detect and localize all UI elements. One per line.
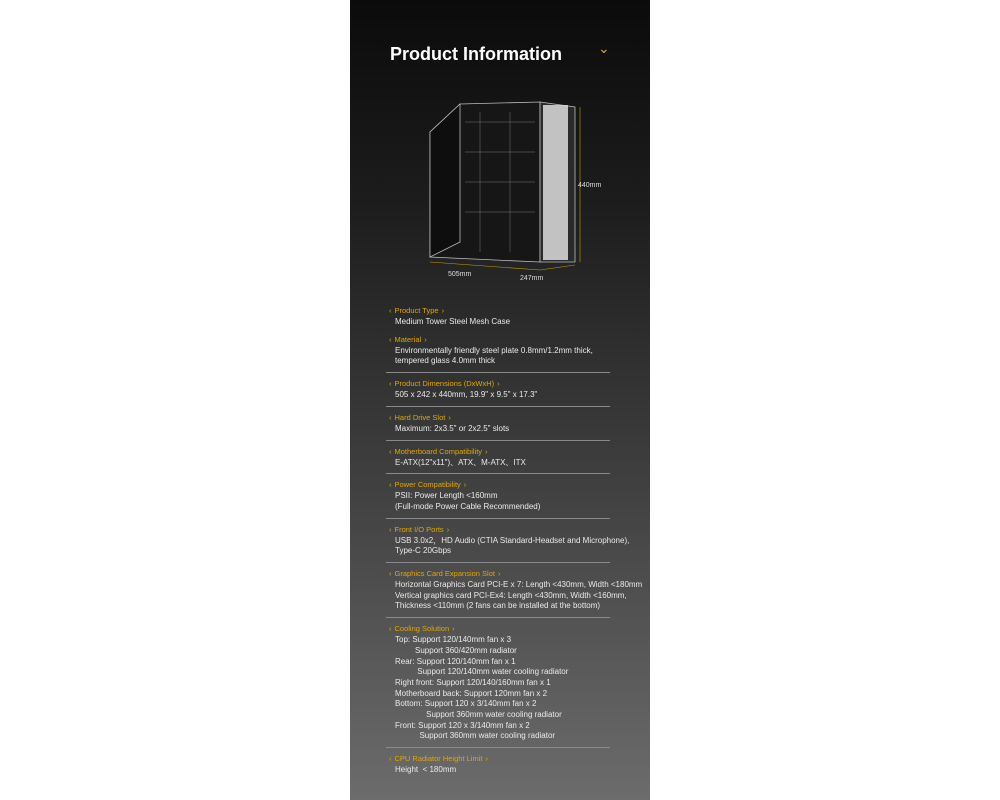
chevron-left-icon: ‹ bbox=[389, 379, 392, 389]
spec-item bbox=[386, 562, 643, 617]
spec-value: Top: Support 120/140mm fan x 3 Support 360/420mm radiator Rear: Support 120/140mm fan x 1 Support 120/140mm water cooling radiator Right front: Support 120/140/160mm fan x 1 Motherboard back: Support 120mm fan x 2 Bottom: Support 120 x 3/140mm fan x 2 Support 360mm water cooling radiator Front: Support 120 x 3/140mm fan x 2 Support 360mm water cooling radiator bbox=[395, 635, 569, 741]
spec-label-text: Product Type bbox=[394, 306, 439, 315]
spec-item bbox=[386, 473, 610, 517]
chevron-right-icon: › bbox=[463, 480, 467, 490]
spec-label bbox=[386, 334, 610, 346]
chevron-left-icon: ‹ bbox=[389, 412, 392, 422]
spec-list bbox=[386, 304, 643, 781]
spec-value: 505 x 242 x 440mm, 19.9" x 9.5" x 17.3" bbox=[395, 390, 538, 400]
spec-label-text: Material bbox=[394, 334, 422, 344]
pc-case-image bbox=[410, 92, 610, 287]
spec-label bbox=[386, 378, 610, 390]
chevron-left-icon: ‹ bbox=[389, 524, 392, 534]
chevron-right-icon: › bbox=[497, 569, 501, 579]
height-label: 440mm bbox=[578, 182, 602, 189]
spec-item bbox=[386, 406, 610, 440]
spec-item bbox=[386, 617, 610, 747]
spec-label bbox=[386, 568, 610, 580]
spec-value: PSII: Power Length <160mm (Full-mode Power Cable Recommended) bbox=[395, 491, 541, 511]
length-label: 505mm bbox=[448, 271, 472, 278]
spec-value: E-ATX(12"x11")、ATX、M-ATX、ITX bbox=[395, 457, 526, 467]
spec-value: Height < 180mm bbox=[395, 765, 457, 775]
spec-label bbox=[386, 305, 610, 317]
product-info-panel bbox=[350, 0, 650, 800]
spec-label-text: CPU Radiator Height Limit bbox=[394, 754, 483, 764]
spec-item bbox=[386, 372, 610, 406]
spec-label bbox=[386, 623, 610, 635]
chevron-right-icon: › bbox=[448, 412, 451, 422]
chevron-right-icon: › bbox=[452, 624, 455, 634]
spec-label bbox=[386, 753, 610, 765]
spec-value: Horizontal Graphics Card PCI-E x 7: Length <430mm, Width <180mm Vertical graphics card PCI-Ex4: Length <430mm, Width <160mm, Thickness <110mm (2 fans can be installed at the bottom) bbox=[395, 580, 643, 611]
spec-item bbox=[386, 304, 610, 333]
chevron-right-icon: › bbox=[485, 754, 488, 764]
chevron-left-icon: ‹ bbox=[389, 480, 392, 490]
chevron-right-icon: › bbox=[446, 524, 450, 534]
spec-value: Environmentally friendly steel plate 0.8mm/1.2mm thick, tempered glass 4.0mm thick bbox=[395, 345, 593, 366]
spec-label bbox=[386, 412, 610, 424]
chevron-left-icon: ‹ bbox=[389, 754, 392, 764]
spec-label-text: Power Compatibility bbox=[394, 480, 461, 490]
spec-value: USB 3.0x2，HD Audio (CTIA Standard-Headset and Microphone), Type-C 20Gbps bbox=[395, 535, 630, 556]
page-title: Product Information bbox=[390, 44, 562, 64]
chevron-left-icon: ‹ bbox=[389, 306, 392, 315]
spec-label-text: Front I/O Ports bbox=[394, 524, 444, 534]
spec-label-text: Hard Drive Slot bbox=[394, 412, 446, 422]
chevron-right-icon: › bbox=[497, 379, 500, 389]
chevron-down-icon[interactable]: ⌄ bbox=[598, 40, 610, 56]
chevron-left-icon: ‹ bbox=[389, 334, 392, 344]
spec-label bbox=[386, 479, 610, 491]
width-label: 247mm bbox=[520, 275, 544, 282]
chevron-right-icon: › bbox=[424, 334, 427, 344]
spec-item bbox=[386, 333, 610, 372]
spec-label-text: Motherboard Compatibility bbox=[394, 446, 483, 456]
spec-item bbox=[386, 440, 610, 474]
chevron-left-icon: ‹ bbox=[389, 569, 392, 579]
spec-label-text: Graphics Card Expansion Slot bbox=[394, 569, 495, 579]
chevron-right-icon: › bbox=[485, 446, 488, 456]
spec-item bbox=[386, 518, 630, 562]
spec-label bbox=[386, 524, 610, 536]
spec-label bbox=[386, 446, 610, 458]
chevron-right-icon: › bbox=[441, 306, 445, 315]
chevron-left-icon: ‹ bbox=[389, 446, 392, 456]
spec-value: Maximum: 2x3.5" or 2x2.5" slots bbox=[395, 423, 510, 433]
spec-item bbox=[386, 747, 610, 781]
spec-value: Medium Tower Steel Mesh Case bbox=[395, 317, 511, 326]
chevron-left-icon: ‹ bbox=[389, 624, 392, 634]
spec-label-text: Product Dimensions (DxWxH) bbox=[394, 379, 495, 389]
spec-label-text: Cooling Solution bbox=[394, 624, 450, 634]
